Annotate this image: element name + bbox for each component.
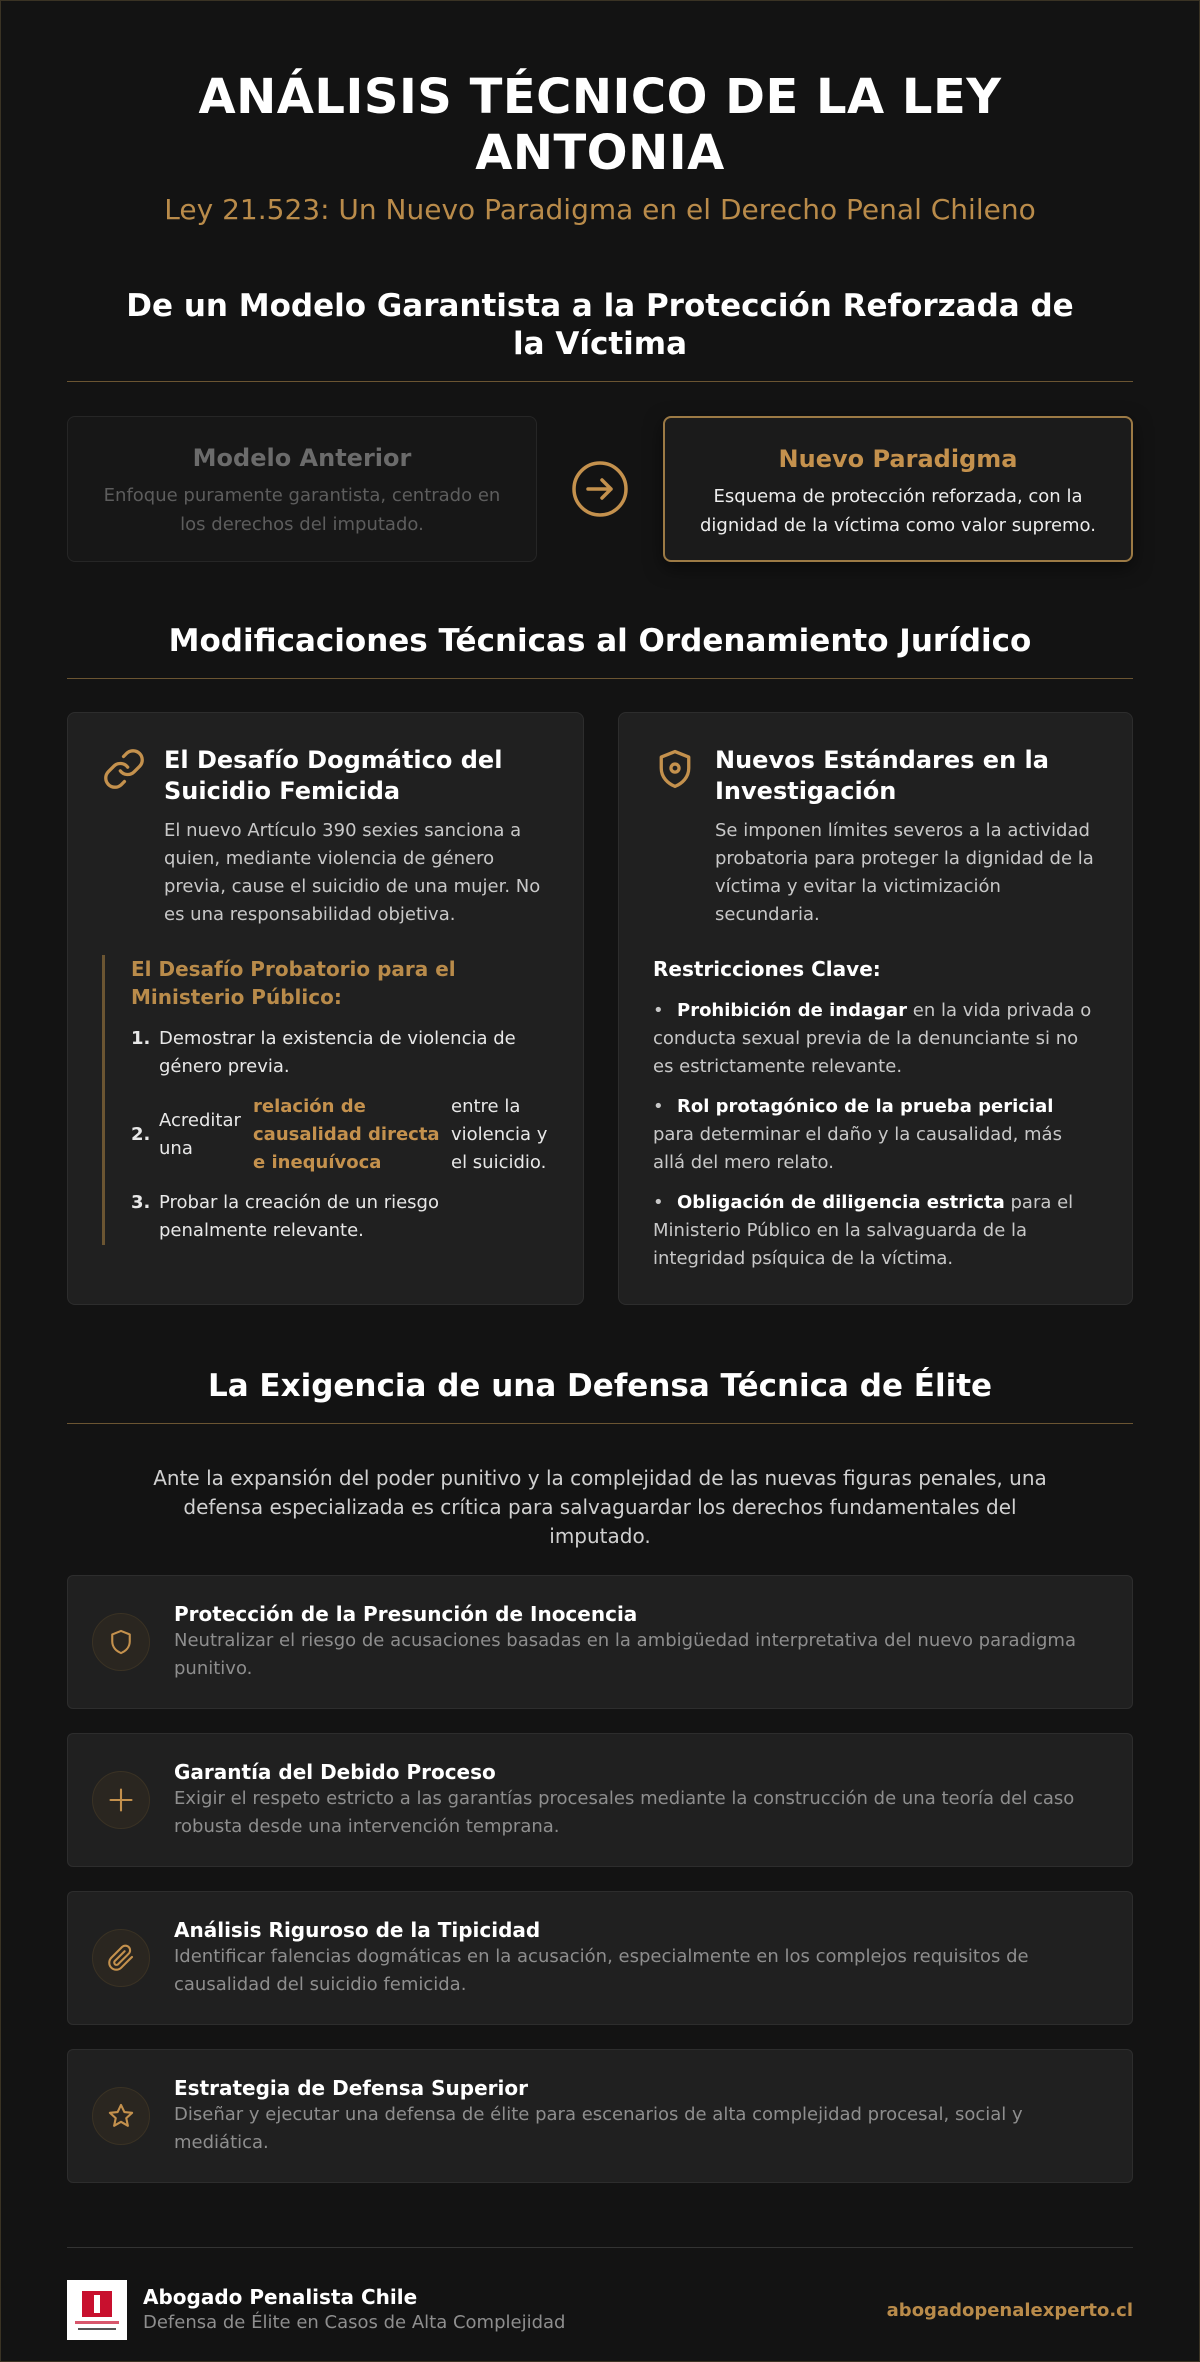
list-item: 2. Acreditar una relación de causalidad directa e inequívoca entre la violencia y el suicidio.	[131, 1093, 549, 1177]
proof-challenge-title: El Desafío Probatorio para el Ministerio Público:	[131, 957, 456, 1009]
list-item: • Prohibición de indagar en la vida privada o conducta sexual previa de la denunciante si no es estrictamente relevante.	[653, 1000, 1092, 1077]
divider	[67, 678, 1133, 679]
modifications-cards	[67, 712, 1133, 1305]
defense-item-text: Exigir el respeto estricto a las garantías procesales mediante la construcción de una teoría del caso robusta desde una intervención temprana.	[174, 1788, 1075, 1837]
defense-item	[67, 1891, 1133, 2025]
plus-icon	[92, 1771, 150, 1829]
defense-intro: Ante la expansión del poder punitivo y la complejidad de las nuevas figuras penales, una defensa especializada es crítica para salvaguardar los derechos fundamentales del imputado.	[153, 1466, 1047, 1548]
page-title: ANÁLISIS TÉCNICO DE LA LEY ANTONIA	[198, 69, 1002, 181]
causality-highlight: relación de causalidad directa e inequívoca	[253, 1096, 440, 1173]
defense-item-title: Análisis Riguroso de la Tipicidad	[174, 1918, 541, 1942]
paradigm-comparison	[67, 416, 1133, 562]
card-title: Nuevos Estándares en la Investigación	[715, 746, 1049, 805]
defense-item-title: Protección de la Presunción de Inocencia	[174, 1602, 638, 1626]
footer	[67, 2280, 1133, 2340]
defense-item-text: Identificar falencias dogmáticas en la acusación, especialmente en los complejos requisitos de causalidad del suicidio femicida.	[174, 1946, 1029, 1995]
defense-item	[67, 2049, 1133, 2183]
old-model-text: Enfoque puramente garantista, centrado en los derechos del imputado.	[103, 485, 501, 535]
list-item: • Obligación de diligencia estricta para el Ministerio Público en la salvaguarda de la integridad psíquica de la víctima.	[653, 1192, 1074, 1269]
old-model-card	[67, 416, 537, 562]
footer-tagline: Defensa de Élite en Casos de Alta Complejidad	[143, 2312, 566, 2333]
card-title: El Desafío Dogmático del Suicidio Femicida	[164, 746, 503, 805]
defense-item	[67, 1575, 1133, 1709]
restrictions-list	[653, 997, 1098, 1273]
shield-icon	[653, 745, 697, 929]
arrow-right-circle-icon	[537, 460, 663, 518]
card-text: El nuevo Artículo 390 sexies sanciona a quien, mediante violencia de género previa, cause el suicidio de una mujer. No es una responsabilidad objetiva.	[164, 820, 541, 925]
paperclip-icon	[92, 1929, 150, 1987]
footer-website-link[interactable]: abogadopenalexperto.cl	[886, 2299, 1133, 2321]
defense-list	[67, 1575, 1133, 2183]
defense-heading: La Exigencia de una Defensa Técnica de Élite	[207, 1368, 993, 1404]
star-icon	[92, 2087, 150, 2145]
defense-item-text: Diseñar y ejecutar una defensa de élite para escenarios de alta complejidad procesal, social y mediática.	[174, 2104, 1023, 2153]
list-item: 1. Demostrar la existencia de violencia de género previa.	[131, 1028, 516, 1077]
defense-item	[67, 1733, 1133, 1867]
paradigm-heading: De un Modelo Garantista a la Protección Reforzada de la Víctima	[126, 288, 1074, 362]
new-paradigm-card	[663, 416, 1133, 562]
proof-list	[131, 1025, 549, 1245]
modifications-heading: Modificaciones Técnicas al Ordenamiento Jurídico	[168, 623, 1032, 659]
old-model-title: Modelo Anterior	[192, 444, 412, 472]
shield-icon	[92, 1613, 150, 1671]
list-item: • Rol protagónico de la prueba pericial para determinar el daño y la causalidad, más allá del mero relato.	[653, 1096, 1062, 1173]
defense-item-title: Garantía del Debido Proceso	[174, 1760, 496, 1784]
restrictions-title: Restricciones Clave:	[653, 957, 881, 981]
link-icon	[102, 745, 146, 929]
new-paradigm-title: Nuevo Paradigma	[778, 445, 1018, 473]
firm-logo	[67, 2280, 127, 2340]
new-paradigm-text: Esquema de protección reforzada, con la dignidad de la víctima como valor supremo.	[700, 486, 1096, 536]
footer-firm-name: Abogado Penalista Chile	[143, 2285, 418, 2309]
card-text: Se imponen límites severos a la actividad probatoria para proteger la dignidad de la víctima y evitar la victimización secundaria.	[715, 820, 1094, 925]
footer-divider	[67, 2247, 1133, 2248]
defense-item-title: Estrategia de Defensa Superior	[174, 2076, 528, 2100]
proof-challenge-block	[102, 955, 549, 1245]
page-subtitle: Ley 21.523: Un Nuevo Paradigma en el Derecho Penal Chileno	[164, 193, 1036, 226]
suicide-femicide-card	[67, 712, 584, 1305]
divider	[67, 381, 1133, 382]
divider	[67, 1423, 1133, 1424]
investigation-standards-card	[618, 712, 1133, 1305]
list-item: 3. Probar la creación de un riesgo penalmente relevante.	[131, 1192, 439, 1241]
defense-item-text: Neutralizar el riesgo de acusaciones basadas en la ambigüedad interpretativa del nuevo paradigma punitivo.	[174, 1630, 1076, 1679]
